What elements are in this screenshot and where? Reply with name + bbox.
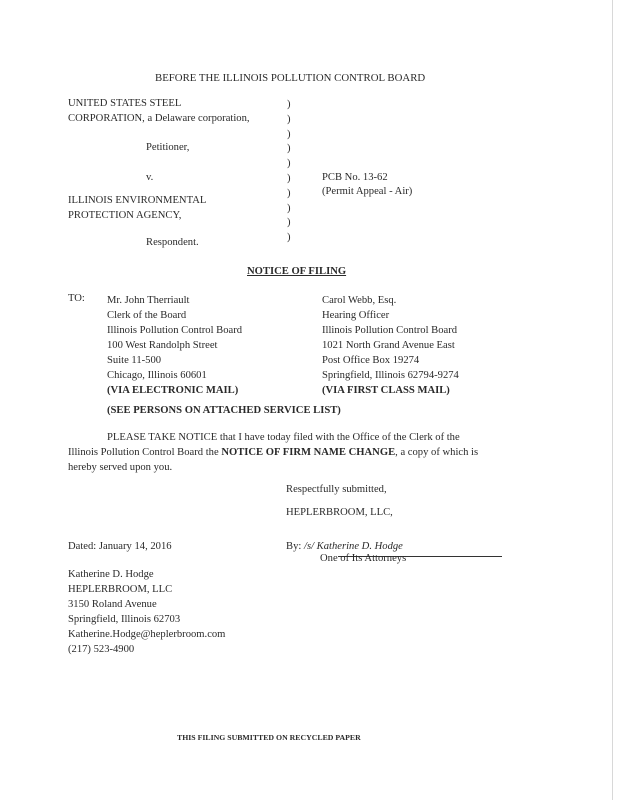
board-heading: BEFORE THE ILLINOIS POLLUTION CONTROL BOARD: [155, 72, 426, 84]
petitioner-line-1: UNITED STATES STEEL: [68, 98, 182, 109]
paren: ): [287, 172, 291, 184]
signature: /s/ Katherine D. Hodge: [304, 541, 403, 552]
contact-name: Katherine D. Hodge: [68, 569, 154, 580]
contact-firm: HEPLERBROOM, LLC: [68, 584, 173, 595]
versus: v.: [146, 172, 154, 183]
recipient-org: Illinois Pollution Control Board: [322, 325, 458, 336]
contact-street: 3150 Roland Avenue: [68, 599, 157, 610]
document-name: NOTICE OF FIRM NAME CHANGE: [221, 447, 396, 458]
paren: ): [287, 128, 291, 140]
recipient-title: Hearing Officer: [322, 310, 390, 321]
contact-email: Katherine.Hodge@heplerbroom.com: [68, 629, 226, 640]
recipient-left: [107, 293, 242, 398]
respondent-line-1: ILLINOIS ENVIRONMENTAL: [68, 195, 207, 206]
petitioner-role: Petitioner,: [146, 142, 190, 153]
recipient-city: Springfield, Illinois 62794-9274: [322, 370, 459, 381]
petitioner-line-2: CORPORATION, a Delaware corporation,: [68, 113, 250, 124]
contact-phone: (217) 523-4900: [68, 644, 135, 655]
recipient-city: Chicago, Illinois 60601: [107, 370, 207, 381]
paren: ): [287, 202, 291, 214]
dated: Dated: January 14, 2016: [68, 541, 172, 552]
case-type: (Permit Appeal - Air): [322, 186, 413, 197]
paren: ): [287, 232, 291, 244]
recipient-street: 1021 North Grand Avenue East: [322, 340, 455, 351]
recipient-street: 100 West Randolph Street: [107, 340, 218, 351]
signature-by: By:: [286, 541, 302, 552]
paren: ): [287, 187, 291, 199]
contact-block: [68, 567, 225, 657]
page-edge: [612, 0, 613, 800]
paren: ): [287, 99, 291, 110]
recipient-title: Clerk of the Board: [107, 310, 187, 321]
recipient-name: Mr. John Therriault: [107, 295, 190, 306]
paren: ): [287, 217, 291, 229]
recycled-paper-footer: THIS FILING SUBMITTED ON RECYCLED PAPER: [177, 733, 361, 742]
caption-parentheses: [287, 98, 291, 246]
firm-name: HEPLERBROOM, LLC,: [286, 507, 393, 518]
respondent-role: Respondent.: [146, 237, 199, 248]
body-line-3: hereby served upon you.: [68, 462, 173, 473]
to-label: TO:: [68, 293, 85, 304]
notice-title: NOTICE OF FILING: [247, 266, 347, 277]
paren: ): [287, 158, 291, 170]
recipient-suite: Suite 11-500: [107, 355, 162, 366]
paren: ): [287, 113, 291, 125]
recipient-right: [322, 293, 459, 398]
body-text: Illinois Pollution Control Board the: [68, 447, 222, 458]
body-line-2: [68, 447, 478, 458]
contact-city: Springfield, Illinois 62703: [68, 614, 181, 625]
paren: ): [287, 143, 291, 155]
one-of-its-attorneys: One of Its Attorneys: [320, 553, 407, 564]
recipient-box: Post Office Box 19274: [322, 355, 420, 366]
recipient-method: (VIA FIRST CLASS MAIL): [322, 385, 450, 396]
respondent-line-2: PROTECTION AGENCY,: [68, 210, 182, 221]
case-number: PCB No. 13-62: [322, 172, 388, 183]
body-text: , a copy of which is: [395, 447, 479, 458]
recipient-name: Carol Webb, Esq.: [322, 295, 397, 306]
body-line-1: PLEASE TAKE NOTICE that I have today filed with the Office of the Clerk of the: [107, 432, 460, 443]
respectfully-submitted: Respectfully submitted,: [286, 484, 387, 495]
recipient-org: Illinois Pollution Control Board: [107, 325, 243, 336]
recipient-method: (VIA ELECTRONIC MAIL): [107, 385, 239, 396]
service-list-note: (SEE PERSONS ON ATTACHED SERVICE LIST): [107, 405, 341, 416]
